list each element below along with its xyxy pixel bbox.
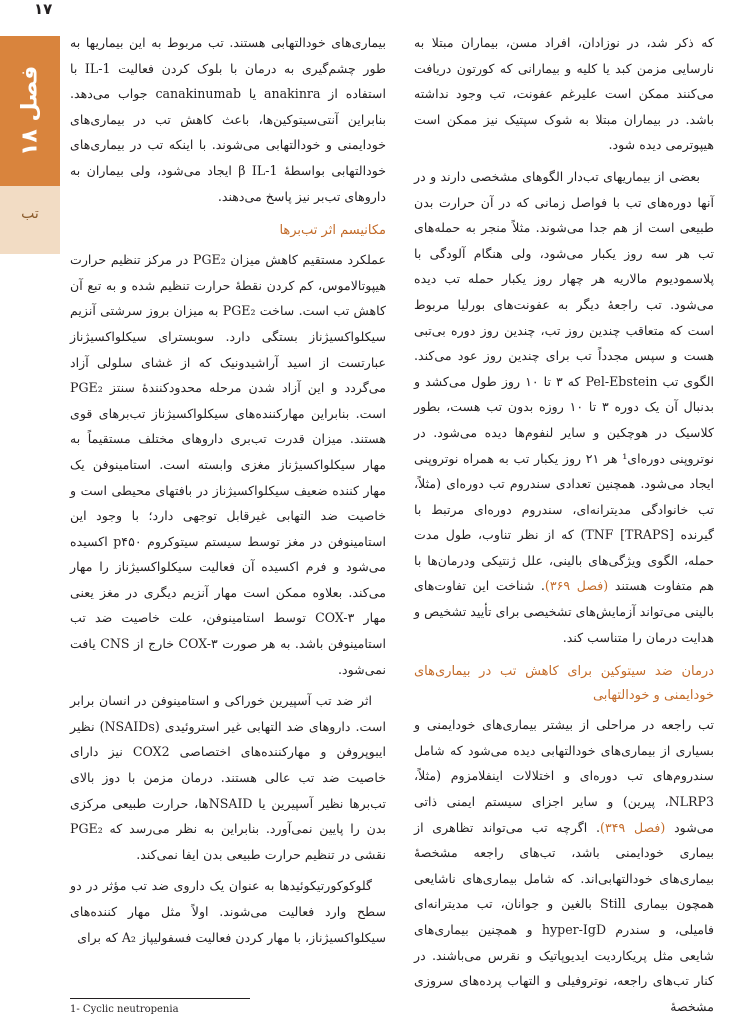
section-heading: مکانیسم اثر تب‌برها [279, 223, 386, 239]
paragraph-text: . اگرچه تب می‌تواند تظاهری از بیماری خودایمنی باشد، تب‌های راجعه مشخصهٔ بیماری‌های خودالتهابی‌اند. که شامل بیماری‌های ناشایعی همچون بیماری Still بالغین و جوانان، تب مدیترانه‌ای فامیلی، و سندرم hyper-IgD و همچنین بیماری‌های شایعی مثل پریکاردیت ایدیوپاتیک و نقرس می‌باشند. در کنار تب‌های راجعه، نوتروفیلی و التهاب پرده‌های سروزی مشخصهٔ [414, 819, 714, 1014]
left-column [70, 30, 386, 956]
page-number: ۱۷ [34, 0, 53, 18]
chapter-tab [0, 36, 60, 254]
footnote: 1- Cyclic neutropenia [70, 1004, 179, 1015]
chapter-reference: (فصل ۳۴۹) [600, 819, 666, 835]
paragraph: که ذکر شد، در نوزادان، افراد مسن، بیماران مبتلا به نارسایی مزمن کبد یا کلیه و بیمارانی که کورتون دریافت می‌کنند ممکن است علیرغم عفونت، تب وجود نداشته باشد. در بیماران مبتلا به شوک سپتیک نیز ممکن است هیپوترمی دیده شود. [414, 35, 714, 153]
paragraph-text: تب راجعه در مراحلی از بیشتر بیماری‌های خودایمنی و بسیاری از بیماری‌های خودالتهابی دیده می‌شود که شامل سندروم‌های تب دوره‌ای و اختلالات اینفلامزوم (مثلاً، NLRP3، پیرین) و سایر اجزای سیستم ایمنی ذاتی می‌شود [414, 717, 714, 835]
section-heading: درمان ضد سیتوکین برای کاهش تب در بیماری‌های خودایمنی و خودالتهابی [414, 664, 714, 704]
right-column [414, 30, 714, 1025]
chapter-tab-mark: تب [21, 206, 39, 222]
paragraph [414, 164, 714, 650]
chapter-tab-label: فصل ۱۸ [17, 65, 43, 157]
paragraph [414, 712, 714, 1019]
paragraph: اثر ضد تب آسپیرین خوراکی و استامینوفن در انسان برابر است. داروهای ضد التهابی غیر استروئیدی (NSAIDs) نظیر ایبوپروفن و مهارکننده‌های اختصاصی COX2 نیز دارای خاصیت ضد تب عالی هستند. درمان مزمن با دوز بالای تب‌برها نظیر آسپیرین یا NSAIDها، حرارت طبیعی مرکزی بدن را پایین نمی‌آورد. بنابراین به نظر می‌رسد که PGE₂ نقشی در تنظیم حرارت طبیعی بدن ایفا نمی‌کند. [70, 693, 387, 862]
paragraph-text: بعضی از بیماریهای تب‌دار الگوهای مشخصی دارند و در آنها دوره‌های تب با فواصل زمانی که در آن حرارت بدن طبیعی است از هم جدا می‌شوند. مثلاً منجر به حمله‌های تب هر سه روز یکبار می‌شود، ولی هنگام آلودگی با پلاسمودیوم مالاریه هر چهار روز یکبار حمله تب دیده می‌شود. تب راجعهٔ دیگر به عفونت‌های بورلیا مربوط است که متعاقب چندین روز تب، چندین روز دوره بی‌تبی هست و سپس مجدداً تب برای چندین روز عود می‌کند. الگوی تب Pel-Ebstein که ۳ تا ۱۰ روز طول می‌کشد و بدنبال آن یک دوره ۳ تا ۱۰ روزه بدون تب هست، بطور کلاسیک در هوچکین و سایر لنفوم‌ها دیده می‌شود. در نوتروپنی دوره‌ای¹ هر ۲۱ روز یکبار تب به همراه نوتروپنی ایجاد می‌شود. همچنین تعدادی سندروم تب دوره‌ای (مثلاً، تب خانوادگی مدیترانه‌ای، سندروم دوره‌ای مرتبط با گیرنده TNF [TRAPS]) که از نظر تناوب، طول مدت حمله، الگوی ویژگی‌های بالینی، علل ژنتیکی ودرمان‌ها با هم متفاوت هستند [414, 168, 715, 594]
paragraph: عملکرد مستقیم کاهش میزان PGE₂ در مرکز تنظیم حرارت هیپوتالاموس، کم کردن نقطهٔ حرارت تنظیم شده و به تبع آن کاهش تب است. ساخت PGE₂ به میزان بروز سرشتی آنزیم سیکلواکسیژناز بستگی دارد. سوبسترای سیکلواکسیژناز عبارتست از اسید آراشیدونیک که از غشای سلولی آزاد می‌گردد و این آزاد شدن مرحله محدودکنندهٔ سنتز PGE₂ است. بنابراین مهارکننده‌های سیکلواکسیژناز تب‌برهای قوی هستند. میزان قدرت تب‌بری داروهای مختلف مستقیماً به مهار سیکلواکسیژناز مغزی وابسته است. استامینوفن یک مهار کننده ضعیف سیکلواکسیژناز در بافتهای محیطی است و خاصیت ضد التهابی غیرقابل توجهی دارد؛ با وجود این استامینوفن در مغز توسط سیستم سیتوکروم p۴۵۰ اکسیده می‌شود و فرم اکسیده آن فعالیت سیکلواکسیژناز را مهار می‌کند. بعلاوه ممکن است مهار آنزیم دیگری در مغز یعنی مهار COX-۳ توسط استامینوفن، علت خاصیت ضد تب استامینوفن باشد. به هر صورت COX-۳ خارج از CNS یافت نمی‌شود. [70, 252, 387, 677]
paragraph: گلوکوکورتیکوئیدها به عنوان یک داروی ضد تب مؤثر در دو سطح وارد فعالیت می‌شوند. اولاً مثل مهار کننده‌های سیکلواکسیژناز، با مهار کردن فعالیت فسفولیپاز A₂ که برای [70, 878, 386, 945]
chapter-reference: (فصل ۳۶۹) [544, 578, 609, 594]
footnote-divider [70, 998, 250, 999]
paragraph-text: . شناخت این تفاوت‌های بالینی می‌تواند آزمایش‌های تشخیصی برای تأیید تشخیص و هدایت درمان را متناسب کند. [414, 578, 714, 645]
paragraph: بیماری‌های خودالتهابی هستند. تب مربوط به این بیماریها به طور چشم‌گیری به درمان با بلوک کردن فعالیت IL-1 با استفاده از anakinra یا canakinumab جواب می‌دهد. بنابراین آنتی‌سیتوکین‌ها، باعث کاهش تب در بیماری‌های خودایمنی و خودالتهابی می‌شوند. با اینکه تب در بیماری‌های خودالتهابی بواسطهٔ β IL-1 ایجاد می‌شود، ولی بیماران به داروهای تب‌بر نیز پاسخ می‌دهند. [70, 35, 387, 204]
